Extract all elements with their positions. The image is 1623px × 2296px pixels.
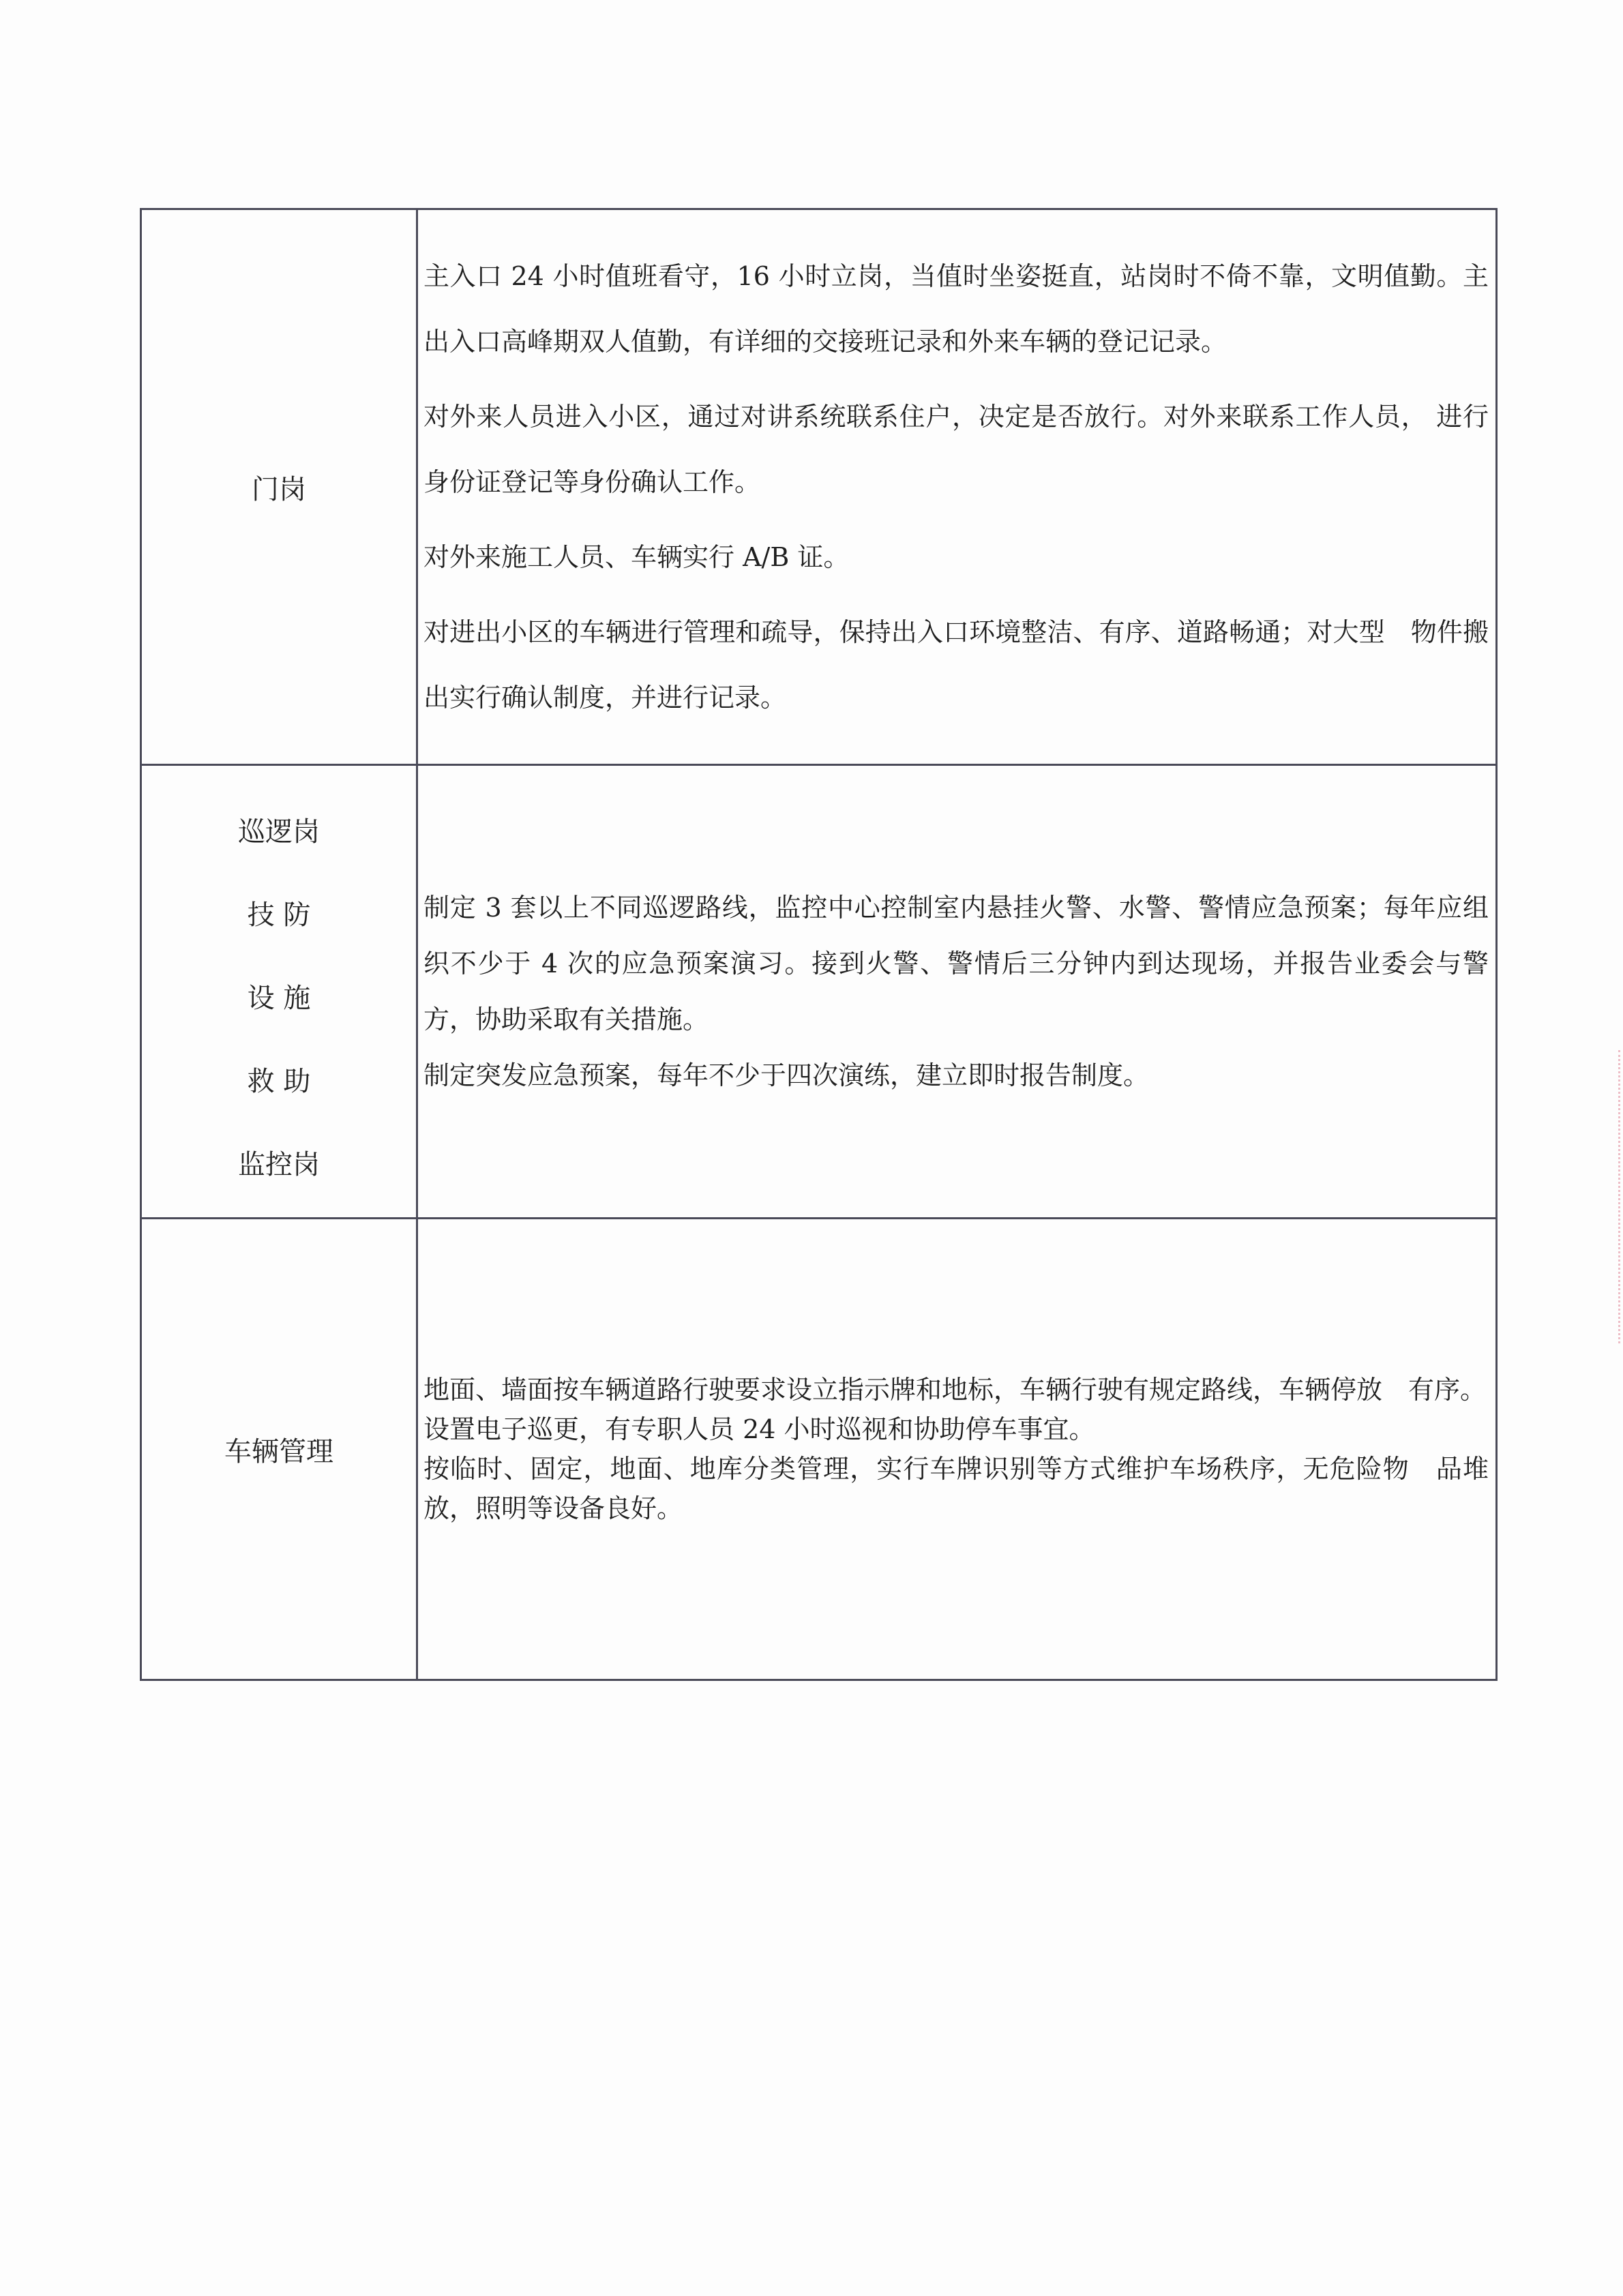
paragraph: 地面、墙面按车辆道路行驶要求设立指示牌和地标，车辆行驶有规定路线，车辆停放 有序。 [423,1375,1487,1405]
label-cell-vehicle [141,1219,417,1680]
paragraph: 制定突发应急预案，每年不少于四次演练，建立即时报告制度。 [423,1060,1150,1090]
paragraph: 对外来施工人员、车辆实行 A/B 证。 [423,542,850,572]
label-cell-gate [141,209,417,765]
paragraph: 主入口 24 小时值班看守，16 小时立岗，当值时坐姿挺直，站岗时不倚不靠，文明值勤。主出入口高峰期双人值勤，有详细的交接班记录和外来车辆的登记记录。 [423,261,1489,357]
seal-edge-mark [1609,1050,1620,1343]
row-label: 监控岗 [238,1149,320,1180]
security-management-table [140,208,1498,1681]
row-label: 车辆管理 [224,1435,333,1467]
table-row-gate [141,209,1497,765]
paragraph: 对进出小区的车辆进行管理和疏导，保持出入口环境整洁、有序、道路畅通；对大型 物件搬出实行确认制度，并进行记录。 [423,617,1489,713]
content-cell-vehicle [417,1219,1497,1680]
paragraph: 制定 3 套以上不同巡逻路线，监控中心控制室内悬挂火警、水警、警情应急预案；每年应组织不少于 4 次的应急预案演习。接到火警、警情后三分钟内到达现场，并报告业委会与警方，协助采取有关措施。 [423,893,1489,1034]
row-label: 技 防 [247,899,311,931]
paragraph: 按临时、固定，地面、地库分类管理，实行车牌识别等方式维护车场秩序，无危险物 品堆放，照明等设备良好。 [423,1454,1489,1523]
label-cell-patrol [141,765,417,1219]
content-cell-patrol [417,765,1497,1219]
label-stack [142,798,416,1185]
paragraph: 对外来人员进入小区，通过对讲系统联系住户，决定是否放行。对外来联系工作人员， 进行身份证登记等身份确认工作。 [423,402,1489,497]
row-label: 设 施 [247,983,311,1014]
row-label: 门岗 [252,473,306,505]
paragraph: 设置电子巡更，有专职人员 24 小时巡视和协助停车事宜。 [423,1414,1095,1444]
content-cell-gate [417,209,1497,765]
table-row-patrol [141,765,1497,1219]
row-label: 巡逻岗 [238,816,320,848]
row-label: 救 助 [247,1066,311,1097]
table-row-vehicle [141,1219,1497,1680]
